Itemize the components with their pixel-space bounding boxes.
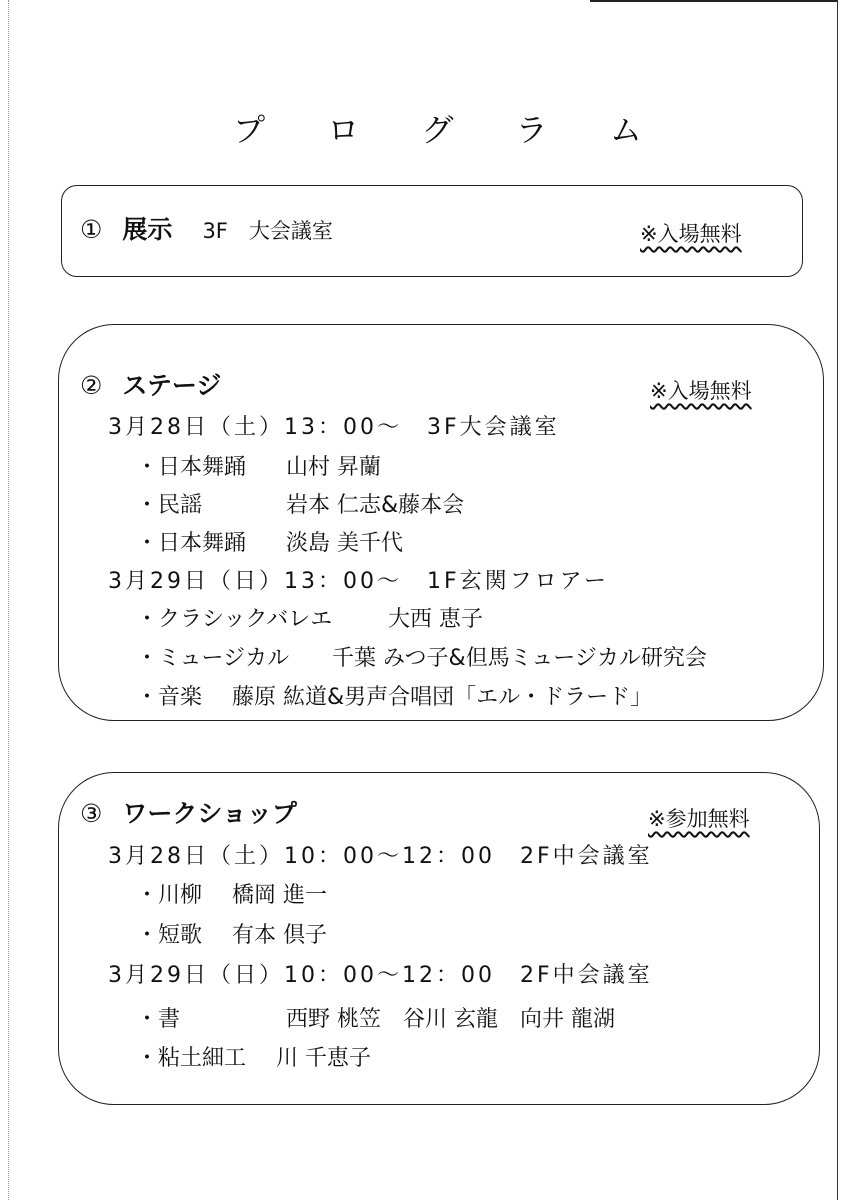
stage-day2-item	[136, 606, 483, 634]
stage-day1-item-category: ・日本舞踊	[136, 531, 247, 556]
workshop-day1-item-performer: 橋岡 進一	[232, 883, 327, 908]
page-edge-left	[8, 0, 10, 1200]
stage-day2-date: 3月29日（日）13：00～ 1F玄関フロアー	[108, 569, 609, 594]
page-title: プ ロ グ ラ ム	[233, 111, 668, 149]
stage-day1-item-performer: 岩本 仁志&藤本会	[286, 493, 465, 518]
workshop-heading	[80, 800, 297, 828]
stage-day2-item	[136, 645, 707, 673]
stage-day2-item-performer: 大西 恵子	[388, 607, 483, 632]
workshop-number: ③	[80, 799, 103, 828]
workshop-day2-item	[136, 1045, 371, 1073]
workshop-day1-item	[136, 922, 327, 950]
workshop-day1-item-performer: 有本 倶子	[232, 923, 327, 948]
stage-day2-item-category: ・ミュージカル	[136, 646, 290, 671]
page-edge-right	[837, 0, 838, 1200]
workshop-day2-item-performer: 西野 桃笠 谷川 玄龍 向井 龍湖	[286, 1007, 615, 1032]
workshop-day2-item-performer: 川 千恵子	[276, 1046, 371, 1071]
stage-day2-item-category: ・クラシックバレエ	[136, 607, 333, 632]
exhibit-number: ①	[80, 215, 103, 244]
exhibit-location: 3F 大会議室	[202, 219, 333, 243]
exhibit-heading	[80, 216, 333, 245]
stage-day1-item-performer: 淡島 美千代	[286, 531, 403, 556]
workshop-day2-item	[136, 1006, 615, 1034]
workshop-day1-item-category: ・川柳	[136, 883, 203, 908]
page-edge-top	[590, 0, 837, 2]
stage-day2-item	[136, 684, 652, 712]
workshop-name: ワークショップ	[122, 799, 297, 828]
stage-day2-item-performer: 千葉 みつ子&但馬ミュージカル研究会	[332, 646, 707, 671]
stage-day1-item-performer: 山村 昇蘭	[286, 455, 381, 480]
stage-number: ②	[80, 371, 103, 400]
stage-admission-note: ※入場無料	[650, 379, 752, 403]
workshop-day1-date: 3月28日（土）10：00～12：00 2F中会議室	[108, 844, 653, 869]
workshop-admission-note: ※参加無料	[648, 807, 750, 831]
workshop-day1-item	[136, 882, 327, 910]
stage-day1-item-category: ・民謡	[136, 493, 203, 518]
stage-day1-item	[136, 454, 381, 482]
stage-day1-item-category: ・日本舞踊	[136, 455, 247, 480]
exhibit-name: 展示	[122, 215, 173, 244]
workshop-day2-item-category: ・書	[136, 1007, 181, 1032]
workshop-day1-item-category: ・短歌	[136, 923, 203, 948]
workshop-day2-item-category: ・粘土細工	[136, 1046, 247, 1071]
stage-day1-date: 3月28日（土）13：00～ 3F大会議室	[108, 415, 560, 440]
stage-day2-item-category: ・音楽	[136, 685, 203, 710]
stage-name: ステージ	[122, 371, 222, 400]
stage-heading	[80, 372, 221, 400]
stage-day1-item	[136, 530, 403, 558]
workshop-day2-date: 3月29日（日）10：00～12：00 2F中会議室	[108, 963, 653, 988]
stage-day1-item	[136, 492, 464, 520]
stage-day2-item-performer: 藤原 紘道&男声合唱団「エル・ドラード」	[232, 685, 653, 710]
exhibit-admission-note: ※入場無料	[640, 222, 742, 246]
